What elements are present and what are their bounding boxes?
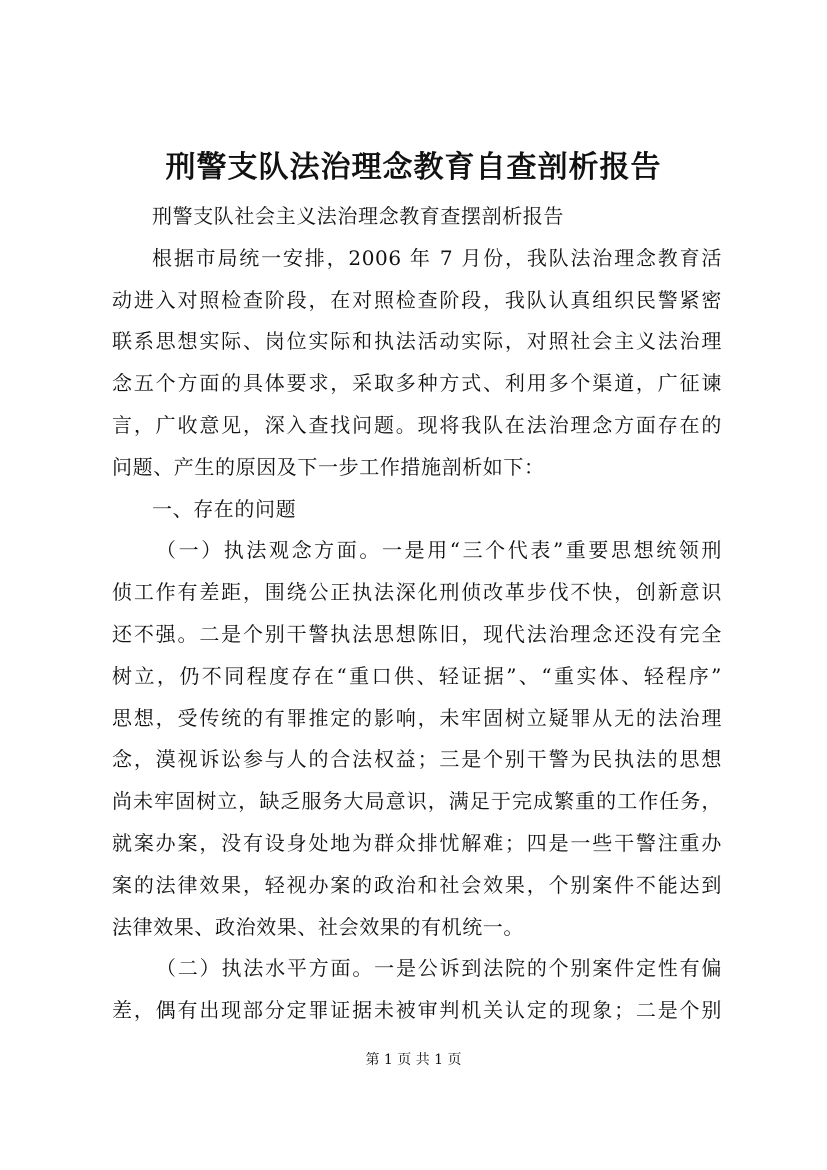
paragraph-line: 思想，受传统的有罪推定的影响，未牢固树立疑罪从无的法治理 bbox=[112, 705, 722, 730]
paragraph-line: 树立，仍不同程度存在“重口供、轻证据”、“重实体、轻程序” bbox=[112, 663, 722, 688]
paragraph-line: （二）执法水平方面。一是公诉到法院的个别案件定性有偏 bbox=[156, 956, 722, 981]
paragraph-line: 差，偶有出现部分定罪证据未被审判机关认定的现象；二是个别 bbox=[112, 998, 722, 1023]
paragraph-line: 动进入对照检查阶段，在对照检查阶段，我队认真组织民警紧密 bbox=[112, 287, 722, 312]
paragraph-line: 问题、产生的原因及下一步工作措施剖析如下： bbox=[112, 454, 545, 479]
page-title: 刑警支队法治理念教育自查剖析报告 bbox=[165, 150, 662, 185]
paragraph-line: 念，漠视诉讼参与人的合法权益；三是个别干警为民执法的思想 bbox=[112, 747, 722, 772]
paragraph-line: （一）执法观念方面。一是用“三个代表”重要思想统领刑 bbox=[156, 538, 722, 563]
paragraph-line: 联系思想实际、岗位实际和执法活动实际，对照社会主义法治理 bbox=[112, 329, 722, 354]
document-body bbox=[112, 196, 722, 1032]
paragraph-line: 根据市局统一安排，2006 年 7 月份，我队法治理念教育活 bbox=[152, 245, 722, 270]
page-footer: 第 1 页 共 1 页 bbox=[365, 1052, 462, 1068]
section-heading: 一、存在的问题 bbox=[152, 496, 297, 521]
paragraph-line: 尚未牢固树立，缺乏服务大局意识，满足于完成繁重的工作任务， bbox=[112, 789, 722, 814]
paragraph-line: 言，广收意见，深入查找问题。现将我队在法治理念方面存在的 bbox=[112, 412, 722, 437]
subtitle-line: 刑警支队社会主义法治理念教育查摆剖析报告 bbox=[152, 204, 564, 228]
paragraph-line: 法律效果、政治效果、社会效果的有机统一。 bbox=[112, 914, 524, 939]
paragraph-line: 念五个方面的具体要求，采取多种方式、利用多个渠道，广征谏 bbox=[112, 371, 722, 396]
paragraph-line: 就案办案，没有设身处地为群众排忧解难；四是一些干警注重办 bbox=[112, 830, 722, 855]
paragraph-line: 案的法律效果，轻视办案的政治和社会效果，个别案件不能达到 bbox=[112, 872, 722, 897]
paragraph-line: 还不强。二是个别干警执法思想陈旧，现代法治理念还没有完全 bbox=[112, 621, 722, 646]
paragraph-line: 侦工作有差距，围绕公正执法深化刑侦改革步伐不快，创新意识 bbox=[112, 580, 722, 605]
